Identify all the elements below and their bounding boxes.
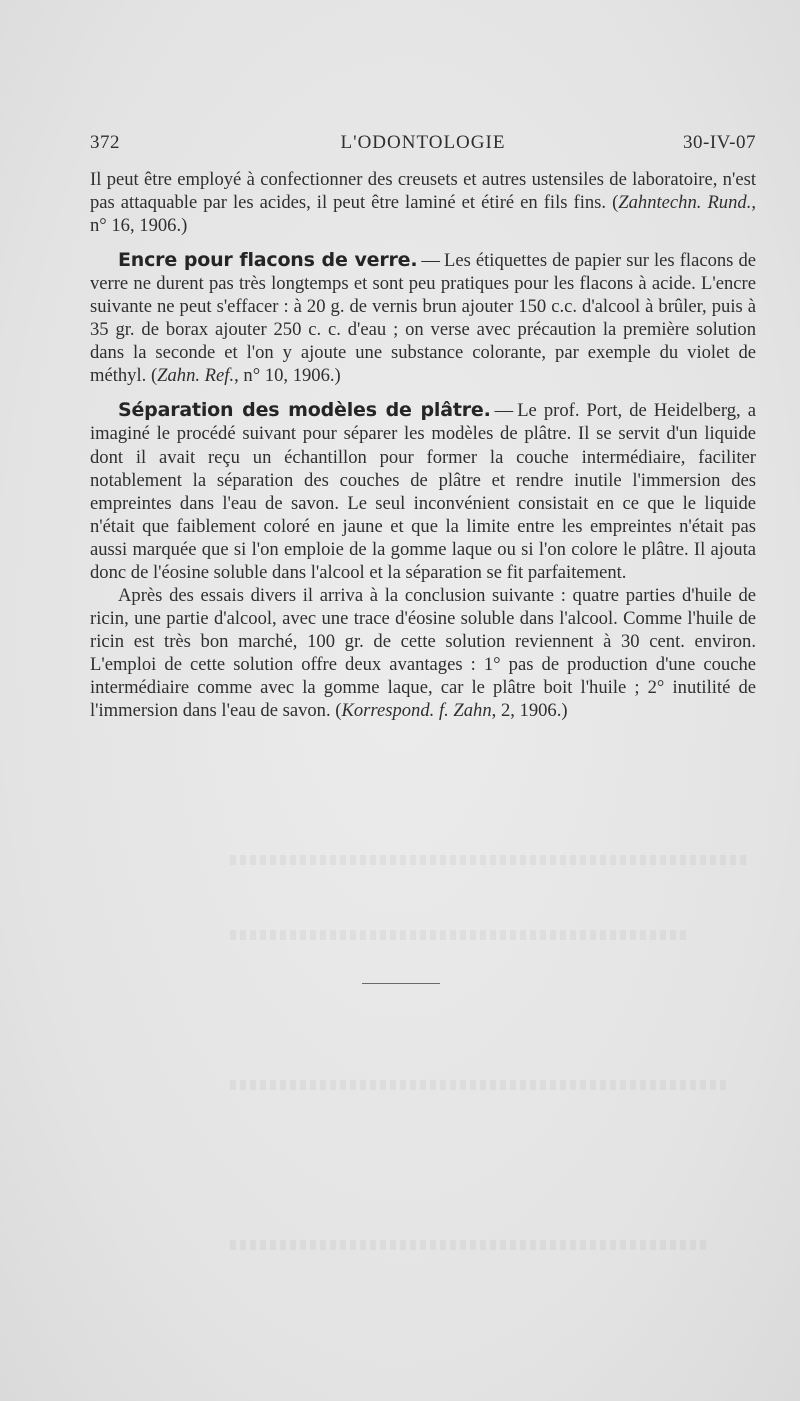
citation-details: , n° 10, 1906.) [234, 365, 341, 387]
paragraph-continuation [90, 168, 756, 237]
paragraph-text: Le prof. Port, de Heidelberg, a imaginé le procédé suivant pour séparer les modèles de plâtre. Il se servit d'un liquide dont il avait reçu un échantillon pour former la couche intermédiaire, faciliter notablement la séparation des couches de plâtre et rendre inutile l'immersion des empreintes dans l'eau de savon. Le seul inconvénient consistait en ce que le liquide n'était que faiblement coloré en jaune et que la limite entre les empreintes n'était pas aussi marquée que si l'on emploie de la gomme laque ou si l'on colore le plâtre. Il ajouta donc de l'éosine soluble dans l'alcool et la séparation se fit parfaitement. [90, 400, 756, 583]
bleed-through-text [230, 930, 690, 940]
article-body [90, 168, 756, 722]
citation-source: Korrespond. f. Zahn [341, 700, 492, 722]
citation-details: , 2, 1906.) [491, 700, 568, 722]
citation-source: Zahn. Ref. [157, 365, 235, 387]
em-dash: — [494, 400, 514, 422]
citation-open: ( [612, 192, 619, 214]
paragraph-text: Il peut être employé à confectionner des creusets et autres ustensiles de laboratoire, n'est pas attaquable par les acides, il peut être laminé et étiré en fils fins. [90, 169, 756, 214]
section-plaster-separation [90, 399, 756, 583]
page-number: 372 [90, 132, 120, 153]
section-ink-glass-bottles [90, 249, 756, 387]
running-header [90, 132, 756, 160]
paragraph-text: Les étiquettes de papier sur les flacons de verre ne durent pas très longtemps et sont peu pratiques pour les flacons à acide. L'encre suivante ne peut s'effacer : à 20 g. de vernis brun ajouter 150 c.c. d'alcool à brûler, puis à 35 gr. de borax ajouter 250 c. c. d'eau ; on verse avec précaution la première solution dans la seconde et l'on y ajoute une substance colorante, par exemple du violet de méthyl. [90, 250, 756, 387]
citation-details: , n° 16, 1906.) [90, 192, 756, 237]
bleed-through-text [230, 1080, 730, 1090]
bleed-through-text [230, 1240, 710, 1250]
journal-title: L'ODONTOLOGIE [340, 132, 506, 153]
em-dash: — [421, 250, 440, 272]
section-heading: Encre pour flacons de verre. [118, 249, 418, 272]
citation-open: ( [150, 365, 158, 387]
paragraph-text: Après des essais divers il arriva à la conclusion suivante : quatre parties d'huile de ricin, une partie d'alcool, avec une trace d'éosine soluble dans l'alcool. Comme l'huile de ricin est très bon marché, 100 gr. de cette solution reviennent à 30 cent. environ. L'emploi de cette solution offre deux avantages : 1° pas de production d'une couche intermédiaire comme avec la gomme laque, car le plâtre boit l'huile ; 2° inutilité de l'immersion dans l'eau de savon. [90, 584, 756, 722]
section-end-rule [362, 983, 440, 984]
issue-date: 30-IV-07 [683, 132, 756, 153]
section-heading: Séparation des modèles de plâtre. [118, 399, 491, 422]
paragraph-conclusion [90, 584, 756, 722]
citation-source: Zahntechn. Rund. [618, 192, 752, 214]
citation-open: ( [335, 700, 342, 722]
bleed-through-text [230, 855, 750, 865]
